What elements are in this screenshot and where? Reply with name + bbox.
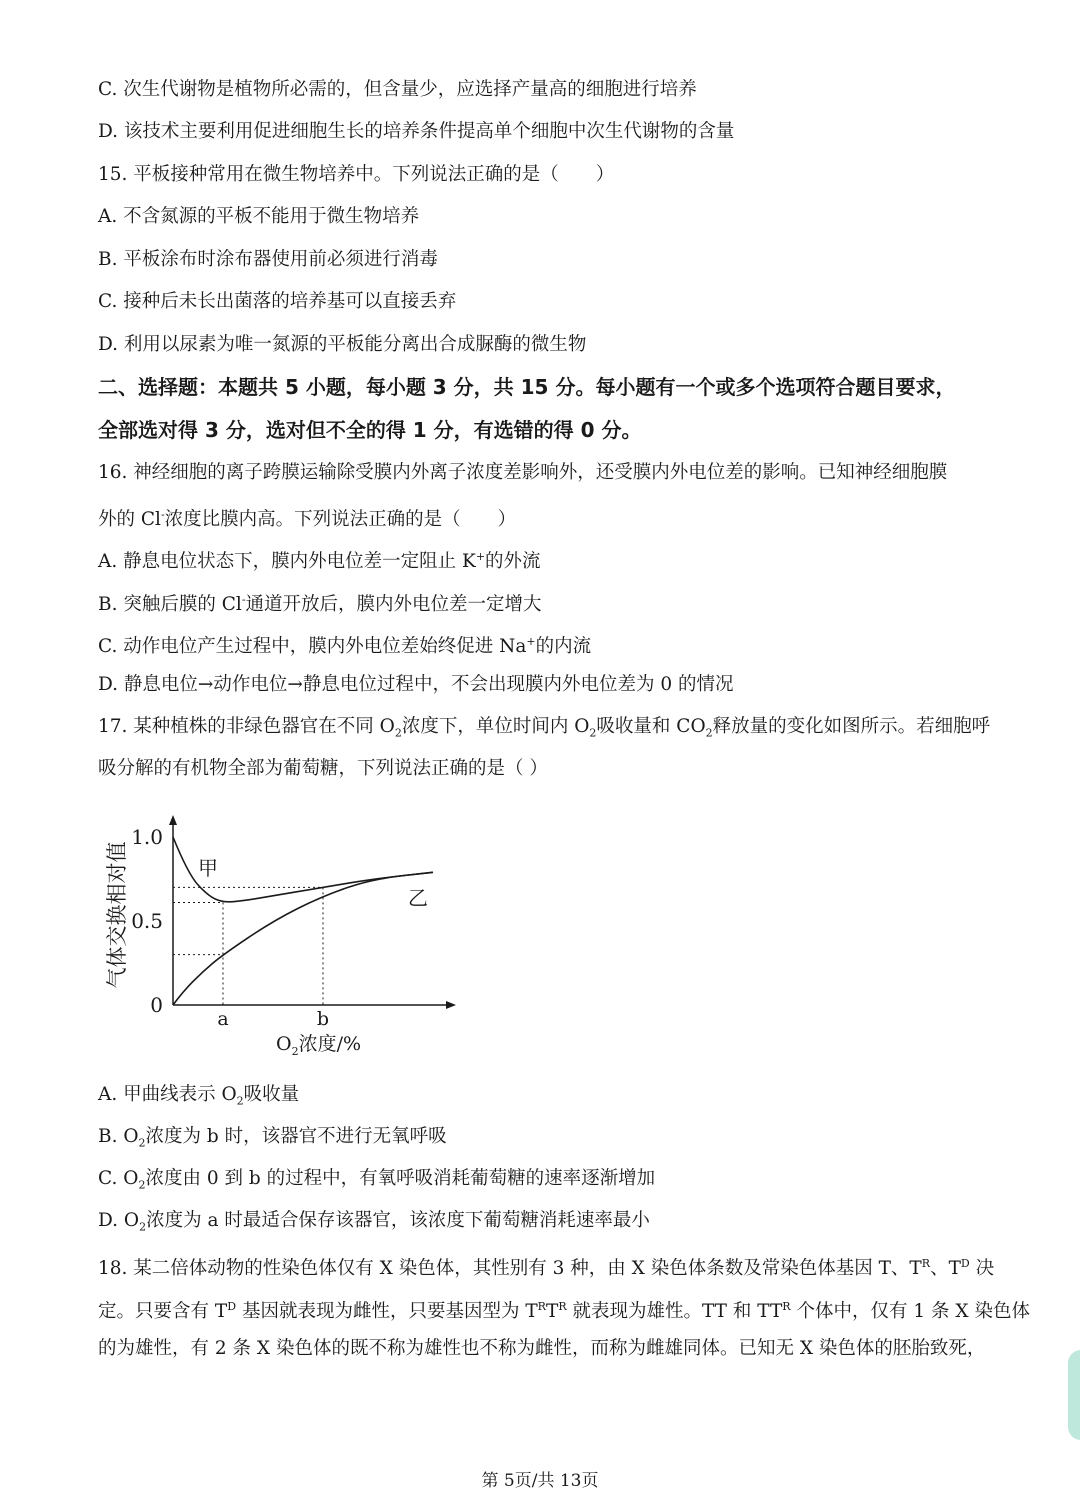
- page-footer: 第 5页/共 13页: [481, 1471, 599, 1491]
- q16-option-d: D. 静息电位→动作电位→静息电位过程中，不会出现膜内外电位差为 0 的情况: [98, 674, 734, 695]
- q16-option-b: B. 突触后膜的 Cl-通道开放后，膜内外电位差一定增大: [98, 593, 542, 616]
- section2-heading-line1: 二、选择题：本题共 5 小题，每小题 3 分，共 15 分。每小题有一个或多个选项符合题目要求，: [98, 375, 956, 399]
- q15-option-b: B. 平板涂布时涂布器使用前必须进行消毒: [98, 249, 438, 270]
- gas-exchange-chart: [90, 815, 470, 1065]
- q16-stem-line2: 外的 Cl-浓度比膜内高。下列说法正确的是（ ）: [98, 508, 517, 531]
- q15-option-d: D. 利用以尿素为唯一氮源的平板能分离出合成脲酶的微生物: [98, 334, 587, 355]
- q17-stem-line2: 吸分解的有机物全部为葡萄糖，下列说法正确的是（ ）: [98, 758, 548, 779]
- q16-stem-line1: 16. 神经细胞的离子跨膜运输除受膜内外离子浓度差影响外，还受膜内外电位差的影响。已知神经细胞膜: [98, 462, 948, 483]
- q17-option-a: A. 甲曲线表示 $O_2$吸收量: [98, 1084, 300, 1108]
- q15-option-a: A. 不含氮源的平板不能用于微生物培养: [98, 206, 420, 227]
- y-tick-label: 0: [150, 993, 163, 1017]
- q16-option-c: C. 动作电位产生过程中，膜内外电位差始终促进 Na+的内流: [98, 635, 592, 658]
- q17-stem-line1: 17. 某种植株的非绿色器官在不同 $O_2$浓度下，单位时间内 $O_2$吸收量和 $CO_2$释放量的变化如图所示。若细胞呼: [98, 716, 991, 740]
- x-axis-label: $O_2$浓度/%: [276, 1033, 362, 1058]
- y-axis-arrow: [169, 815, 177, 825]
- x-tick-label: b: [316, 1008, 330, 1030]
- q15-stem: 15. 平板接种常用在微生物培养中。下列说法正确的是（ ）: [98, 164, 615, 185]
- q18-stem-line2: 定。只要含有 $T^D$ 基因就表现为雌性，只要基因型为 $T^RT^R$ 就表现为雄性。TT 和 $TT^R$ 个体中，仅有 1 条 X 染色体: [98, 1300, 1030, 1323]
- series-label-jia: 甲: [198, 856, 218, 880]
- q17-option-b: B. $O_2$浓度为 b 时，该器官不进行无氧呼吸: [98, 1126, 447, 1150]
- q14-option-c: C. 次生代谢物是植物所必需的，但含量少，应选择产量高的细胞进行培养: [98, 79, 697, 100]
- y-tick-label: 0.5: [131, 909, 163, 933]
- x-tick-label: a: [217, 1008, 229, 1030]
- q16-option-a: A. 静息电位状态下，膜内外电位差一定阻止 K+的外流: [98, 550, 541, 573]
- x-axis-arrow: [446, 1001, 456, 1009]
- section2-heading-line2: 全部选对得 3 分，选对但不全的得 1 分，有选错的得 0 分。: [98, 418, 642, 442]
- q15-option-c: C. 接种后未长出菌落的培养基可以直接丢弃: [98, 291, 457, 312]
- series-line-yi: [173, 872, 433, 1005]
- y-tick-label: 1.0: [131, 825, 163, 849]
- corner-decoration: [1068, 1350, 1080, 1440]
- q18-stem-line1: 18. 某二倍体动物的性染色体仅有 X 染色体，其性别有 3 种，由 X 染色体条数及常染色体基因 T、$T^R$、$T^D$ 决: [98, 1257, 995, 1280]
- series-label-yi: 乙: [408, 886, 428, 910]
- q18-stem-line3: 的为雄性，有 2 条 X 染色体的既不称为雄性也不称为雌性，而称为雌雄同体。已知无 X 染色体的胚胎致死，: [98, 1338, 986, 1359]
- y-axis-label: 气体交换相对值: [105, 841, 129, 989]
- q17-option-d: D. $O_2$浓度为 a 时最适合保存该器官，该浓度下葡萄糖消耗速率最小: [98, 1210, 650, 1234]
- q17-option-c: C. $O_2$浓度由 0 到 b 的过程中，有氧呼吸消耗葡萄糖的速率逐渐增加: [98, 1168, 656, 1192]
- q14-option-d: D. 该技术主要利用促进细胞生长的培养条件提高单个细胞中次生代谢物的含量: [98, 121, 735, 142]
